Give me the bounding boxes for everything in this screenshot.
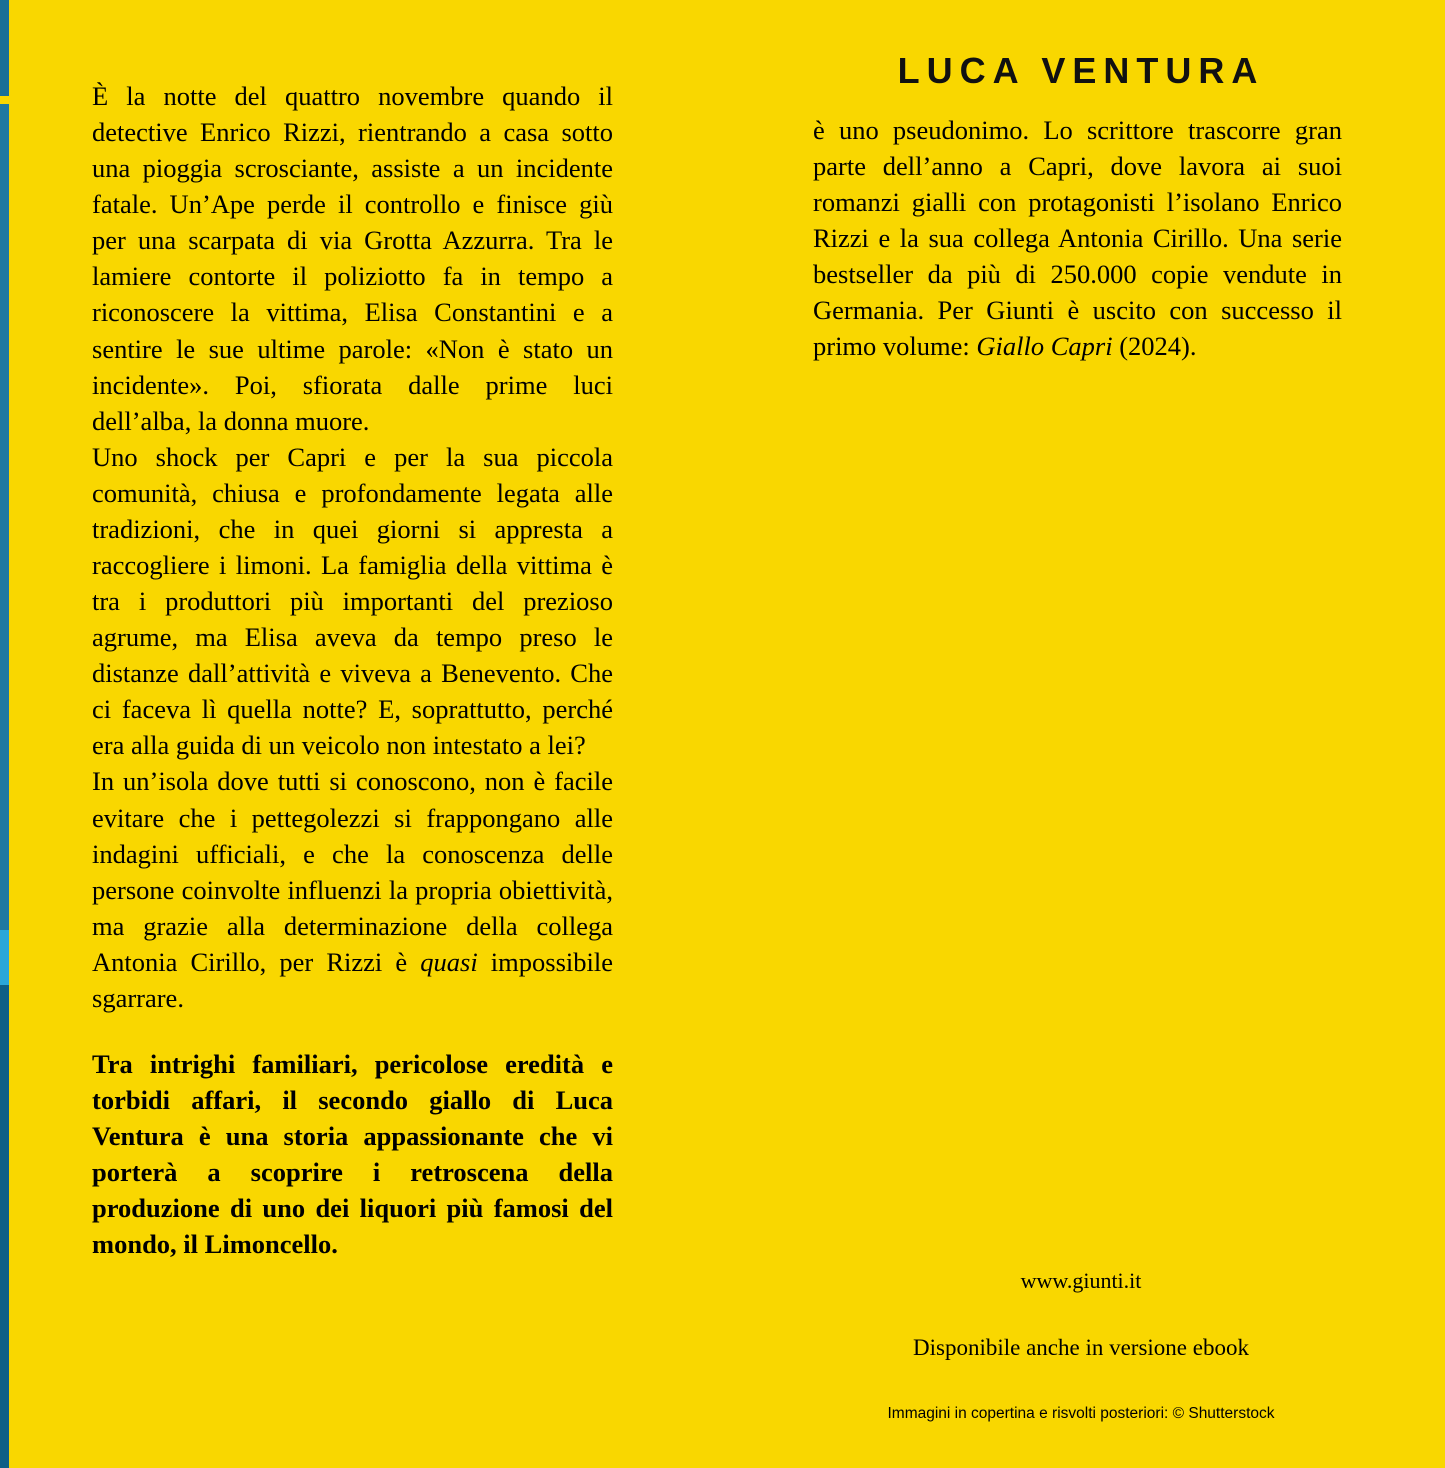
- blurb-paragraph-3-tail: impossibile sgarrare.: [92, 946, 613, 1013]
- right-flap-panel: [717, 0, 1445, 1468]
- back-cover-blurb: [92, 78, 613, 1263]
- blurb-paragraph-3-lead: In un’isola dove tutti si conoscono, non è facile evitare che i pettegolezzi si frappongano alle indagini ufficiali, e che la conoscenza delle persone coinvolte influenzi la propria obiettività, ma grazie alla determinazione della collega Antonia Cirillo, per Rizzi è: [92, 766, 613, 977]
- ebook-availability-note: Disponibile anche in versione ebook: [913, 1335, 1249, 1360]
- blurb-italic-word: quasi: [420, 946, 478, 977]
- publisher-website[interactable]: www.giunti.it: [1020, 1268, 1142, 1293]
- author-bio-part-1: è uno pseudonimo. Lo scrittore trascorre gran parte dell’anno a Capri, dove lavora ai suoi romanzi gialli con protagonisti l’isolano Enrico Rizzi e la sua collega Antonia Cirillo. Una serie bestseller da più di 250.000 copie vendute in Germania. Per Giunti è uscito con successo il primo volume:: [813, 115, 1342, 362]
- blurb-highlight-block: Tra intrighi familiari, pericolose eredità e torbidi affari, il secondo giallo di Luca Ventura è una storia appassionante che vi porterà a scoprire i retroscena della produzione di uno dei liquori più famosi del mondo, il Limoncello.: [92, 1049, 613, 1260]
- cover-edge-strip: [0, 0, 9, 1468]
- image-credit-note: Immagini in copertina e risvolti posteriori: © Shutterstock: [887, 1405, 1275, 1422]
- author-bio-part-2: (2024).: [1112, 331, 1197, 362]
- blurb-paragraph-2: Uno shock per Capri e per la sua piccola comunità, chiusa e profondamente legata alle tradizioni, che in quei giorni si appresta a raccogliere i limoni. La famiglia della vittima è tra i produttori più importanti del prezioso agrume, ma Elisa aveva da tempo preso le distanze dall’attività e viveva a Benevento. Che ci faceva lì quella notte? E, soprattutto, perché era alla guida di un veicolo non intestato a lei?: [92, 441, 613, 761]
- blurb-paragraph-3: [92, 763, 613, 1016]
- left-flap-panel: [0, 0, 717, 1468]
- author-name-heading: LUCA VENTURA: [897, 50, 1265, 91]
- author-bio: [813, 112, 1342, 364]
- previous-book-title: Giallo Capri: [976, 331, 1113, 362]
- blurb-paragraph-1: È la notte del quattro novembre quando il detective Enrico Rizzi, rientrando a casa sotto una pioggia scrosciante, assiste a un incidente fatale. Un’Ape perde il controllo e finisce giù per una scarpata di via Grotta Azzurra. Tra le lamiere contorte il poliziotto fa in tempo a riconoscere la vittima, Elisa Constantini e a sentire le sue ultime parole: «Non è stato un incidente». Poi, sfiorata dalle prime luci dell’alba, la donna muore.: [92, 81, 613, 436]
